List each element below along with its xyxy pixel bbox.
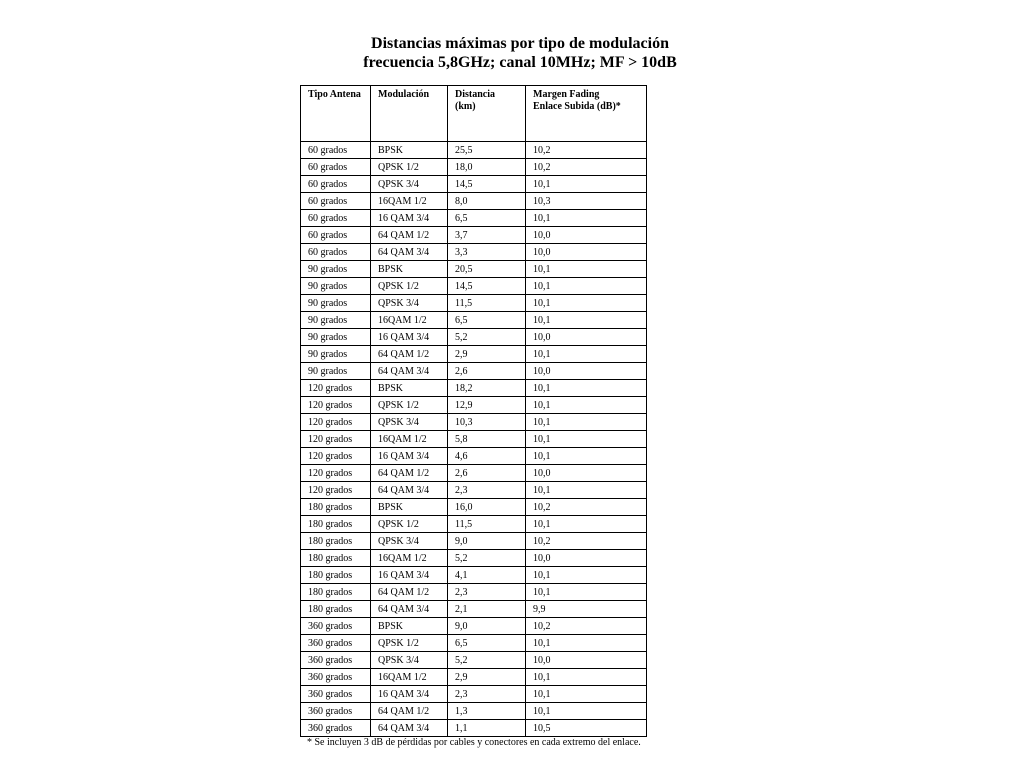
tipo-antena-cell: 60 grados bbox=[301, 210, 371, 227]
table-row bbox=[301, 397, 647, 414]
margen-fading-cell: 10,2 bbox=[526, 533, 647, 550]
distancia-cell: 3,3 bbox=[448, 244, 526, 261]
distancia-cell: 25,5 bbox=[448, 142, 526, 159]
margen-fading-cell: 10,1 bbox=[526, 516, 647, 533]
table-row bbox=[301, 159, 647, 176]
tipo-antena-cell: 360 grados bbox=[301, 635, 371, 652]
margen-fading-cell: 10,3 bbox=[526, 193, 647, 210]
tipo-antena-cell: 120 grados bbox=[301, 482, 371, 499]
modulacion-cell: 16QAM 1/2 bbox=[371, 550, 448, 567]
distancia-cell: 14,5 bbox=[448, 278, 526, 295]
distancia-cell: 18,2 bbox=[448, 380, 526, 397]
tipo-antena-cell: 90 grados bbox=[301, 346, 371, 363]
modulacion-cell: 16QAM 1/2 bbox=[371, 431, 448, 448]
distancia-cell: 2,3 bbox=[448, 686, 526, 703]
distances-table bbox=[300, 85, 647, 737]
distancia-cell: 10,3 bbox=[448, 414, 526, 431]
modulacion-cell: 64 QAM 3/4 bbox=[371, 601, 448, 618]
page-title bbox=[0, 34, 1024, 72]
header-tipo-antena-line-1: Tipo Antena bbox=[308, 89, 361, 100]
tipo-antena-cell: 120 grados bbox=[301, 431, 371, 448]
header-margen-fading bbox=[526, 86, 647, 142]
modulacion-cell: QPSK 1/2 bbox=[371, 635, 448, 652]
tipo-antena-cell: 180 grados bbox=[301, 584, 371, 601]
table-row bbox=[301, 601, 647, 618]
table-row bbox=[301, 703, 647, 720]
table-row bbox=[301, 380, 647, 397]
tipo-antena-cell: 120 grados bbox=[301, 465, 371, 482]
margen-fading-cell: 10,1 bbox=[526, 278, 647, 295]
tipo-antena-cell: 180 grados bbox=[301, 499, 371, 516]
margen-fading-cell: 10,0 bbox=[526, 652, 647, 669]
table-row bbox=[301, 193, 647, 210]
margen-fading-cell: 10,1 bbox=[526, 176, 647, 193]
modulacion-cell: BPSK bbox=[371, 261, 448, 278]
margen-fading-cell: 10,1 bbox=[526, 448, 647, 465]
table-row bbox=[301, 567, 647, 584]
margen-fading-cell: 10,1 bbox=[526, 584, 647, 601]
modulacion-cell: 64 QAM 3/4 bbox=[371, 363, 448, 380]
header-margen-fading-line-1: Margen Fading bbox=[533, 89, 600, 100]
table-header bbox=[301, 86, 647, 142]
header-row bbox=[301, 86, 647, 142]
tipo-antena-cell: 90 grados bbox=[301, 329, 371, 346]
table-row bbox=[301, 720, 647, 737]
table-row bbox=[301, 465, 647, 482]
distancia-cell: 8,0 bbox=[448, 193, 526, 210]
tipo-antena-cell: 60 grados bbox=[301, 244, 371, 261]
distancia-cell: 6,5 bbox=[448, 635, 526, 652]
table-row bbox=[301, 669, 647, 686]
margen-fading-cell: 10,0 bbox=[526, 244, 647, 261]
tipo-antena-cell: 60 grados bbox=[301, 176, 371, 193]
modulacion-cell: 64 QAM 1/2 bbox=[371, 465, 448, 482]
table-row bbox=[301, 261, 647, 278]
margen-fading-cell: 10,1 bbox=[526, 261, 647, 278]
table-row bbox=[301, 414, 647, 431]
tipo-antena-cell: 90 grados bbox=[301, 363, 371, 380]
distancia-cell: 2,6 bbox=[448, 363, 526, 380]
margen-fading-cell: 10,1 bbox=[526, 414, 647, 431]
modulacion-cell: QPSK 3/4 bbox=[371, 176, 448, 193]
modulacion-cell: QPSK 3/4 bbox=[371, 652, 448, 669]
table-body bbox=[301, 142, 647, 737]
modulacion-cell: 64 QAM 3/4 bbox=[371, 720, 448, 737]
modulacion-cell: QPSK 1/2 bbox=[371, 159, 448, 176]
margen-fading-cell: 10,2 bbox=[526, 499, 647, 516]
modulacion-cell: 64 QAM 1/2 bbox=[371, 227, 448, 244]
modulacion-cell: 16 QAM 3/4 bbox=[371, 329, 448, 346]
tipo-antena-cell: 360 grados bbox=[301, 618, 371, 635]
distancia-cell: 5,2 bbox=[448, 329, 526, 346]
table-row bbox=[301, 312, 647, 329]
tipo-antena-cell: 180 grados bbox=[301, 567, 371, 584]
margen-fading-cell: 10,2 bbox=[526, 142, 647, 159]
distancia-cell: 9,0 bbox=[448, 618, 526, 635]
table-row bbox=[301, 516, 647, 533]
distancia-cell: 9,0 bbox=[448, 533, 526, 550]
tipo-antena-cell: 180 grados bbox=[301, 550, 371, 567]
distancia-cell: 5,2 bbox=[448, 550, 526, 567]
margen-fading-cell: 10,0 bbox=[526, 550, 647, 567]
modulacion-cell: 64 QAM 1/2 bbox=[371, 703, 448, 720]
tipo-antena-cell: 120 grados bbox=[301, 380, 371, 397]
modulacion-cell: 16QAM 1/2 bbox=[371, 312, 448, 329]
table-row bbox=[301, 295, 647, 312]
modulacion-cell: 64 QAM 1/2 bbox=[371, 584, 448, 601]
margen-fading-cell: 10,1 bbox=[526, 686, 647, 703]
distancia-cell: 2,6 bbox=[448, 465, 526, 482]
margen-fading-cell: 10,1 bbox=[526, 431, 647, 448]
header-modulacion bbox=[371, 86, 448, 142]
table-row bbox=[301, 652, 647, 669]
table-row bbox=[301, 278, 647, 295]
tipo-antena-cell: 120 grados bbox=[301, 414, 371, 431]
table-row bbox=[301, 329, 647, 346]
footnote: * Se incluyen 3 dB de pérdidas por cables y conectores en cada extremo del enlace. bbox=[307, 737, 641, 748]
tipo-antena-cell: 360 grados bbox=[301, 669, 371, 686]
modulacion-cell: 64 QAM 1/2 bbox=[371, 346, 448, 363]
tipo-antena-cell: 120 grados bbox=[301, 448, 371, 465]
table-row bbox=[301, 533, 647, 550]
modulacion-cell: BPSK bbox=[371, 618, 448, 635]
tipo-antena-cell: 60 grados bbox=[301, 159, 371, 176]
modulacion-cell: 64 QAM 3/4 bbox=[371, 244, 448, 261]
tipo-antena-cell: 360 grados bbox=[301, 652, 371, 669]
table-row bbox=[301, 584, 647, 601]
table-row bbox=[301, 176, 647, 193]
margen-fading-cell: 10,1 bbox=[526, 312, 647, 329]
distancia-cell: 2,3 bbox=[448, 482, 526, 499]
distancia-cell: 1,1 bbox=[448, 720, 526, 737]
modulacion-cell: 16 QAM 3/4 bbox=[371, 448, 448, 465]
distancia-cell: 12,9 bbox=[448, 397, 526, 414]
tipo-antena-cell: 60 grados bbox=[301, 142, 371, 159]
table-row bbox=[301, 244, 647, 261]
distancia-cell: 2,9 bbox=[448, 346, 526, 363]
margen-fading-cell: 10,1 bbox=[526, 482, 647, 499]
distancia-cell: 2,1 bbox=[448, 601, 526, 618]
margen-fading-cell: 10,2 bbox=[526, 159, 647, 176]
tipo-antena-cell: 90 grados bbox=[301, 312, 371, 329]
margen-fading-cell: 10,1 bbox=[526, 397, 647, 414]
distancia-cell: 5,8 bbox=[448, 431, 526, 448]
margen-fading-cell: 10,1 bbox=[526, 635, 647, 652]
header-margen-fading-line-2: Enlace Subida (dB)* bbox=[533, 101, 621, 112]
table-row bbox=[301, 346, 647, 363]
distancia-cell: 3,7 bbox=[448, 227, 526, 244]
header-distancia bbox=[448, 86, 526, 142]
table-row bbox=[301, 448, 647, 465]
margen-fading-cell: 10,1 bbox=[526, 295, 647, 312]
margen-fading-cell: 10,0 bbox=[526, 329, 647, 346]
margen-fading-cell: 10,1 bbox=[526, 380, 647, 397]
modulacion-cell: QPSK 3/4 bbox=[371, 295, 448, 312]
tipo-antena-cell: 180 grados bbox=[301, 516, 371, 533]
margen-fading-cell: 10,5 bbox=[526, 720, 647, 737]
table-row bbox=[301, 210, 647, 227]
tipo-antena-cell: 90 grados bbox=[301, 261, 371, 278]
modulacion-cell: 16 QAM 3/4 bbox=[371, 210, 448, 227]
margen-fading-cell: 10,0 bbox=[526, 227, 647, 244]
distancia-cell: 6,5 bbox=[448, 312, 526, 329]
distancia-cell: 4,6 bbox=[448, 448, 526, 465]
header-distancia-line-1: Distancia bbox=[455, 89, 495, 100]
table-row bbox=[301, 618, 647, 635]
margen-fading-cell: 10,1 bbox=[526, 210, 647, 227]
modulacion-cell: BPSK bbox=[371, 142, 448, 159]
tipo-antena-cell: 360 grados bbox=[301, 720, 371, 737]
modulacion-cell: QPSK 3/4 bbox=[371, 414, 448, 431]
modulacion-cell: 16QAM 1/2 bbox=[371, 669, 448, 686]
margen-fading-cell: 10,1 bbox=[526, 669, 647, 686]
modulacion-cell: 16 QAM 3/4 bbox=[371, 567, 448, 584]
distancia-cell: 1,3 bbox=[448, 703, 526, 720]
margen-fading-cell: 10,0 bbox=[526, 363, 647, 380]
title-line-2: frecuencia 5,8GHz; canal 10MHz; MF > 10dB bbox=[363, 54, 677, 71]
distancia-cell: 6,5 bbox=[448, 210, 526, 227]
tipo-antena-cell: 60 grados bbox=[301, 193, 371, 210]
distancia-cell: 20,5 bbox=[448, 261, 526, 278]
table-row bbox=[301, 363, 647, 380]
tipo-antena-cell: 360 grados bbox=[301, 703, 371, 720]
distancia-cell: 16,0 bbox=[448, 499, 526, 516]
title-line-1: Distancias máximas por tipo de modulación bbox=[371, 35, 669, 52]
distancia-cell: 11,5 bbox=[448, 516, 526, 533]
distancia-cell: 4,1 bbox=[448, 567, 526, 584]
modulacion-cell: BPSK bbox=[371, 499, 448, 516]
modulacion-cell: QPSK 1/2 bbox=[371, 278, 448, 295]
distancia-cell: 5,2 bbox=[448, 652, 526, 669]
margen-fading-cell: 10,1 bbox=[526, 703, 647, 720]
margen-fading-cell: 10,1 bbox=[526, 346, 647, 363]
modulacion-cell: 16QAM 1/2 bbox=[371, 193, 448, 210]
margen-fading-cell: 9,9 bbox=[526, 601, 647, 618]
table-row bbox=[301, 482, 647, 499]
header-tipo-antena bbox=[301, 86, 371, 142]
distancia-cell: 2,3 bbox=[448, 584, 526, 601]
modulacion-cell: QPSK 1/2 bbox=[371, 516, 448, 533]
table-row bbox=[301, 686, 647, 703]
table-row bbox=[301, 431, 647, 448]
distancia-cell: 18,0 bbox=[448, 159, 526, 176]
modulacion-cell: QPSK 1/2 bbox=[371, 397, 448, 414]
distancia-cell: 2,9 bbox=[448, 669, 526, 686]
modulacion-cell: BPSK bbox=[371, 380, 448, 397]
distancia-cell: 14,5 bbox=[448, 176, 526, 193]
table-row bbox=[301, 550, 647, 567]
table-row bbox=[301, 227, 647, 244]
margen-fading-cell: 10,1 bbox=[526, 567, 647, 584]
modulacion-cell: 64 QAM 3/4 bbox=[371, 482, 448, 499]
header-distancia-line-2: (km) bbox=[455, 101, 476, 112]
margen-fading-cell: 10,0 bbox=[526, 465, 647, 482]
header-modulacion-line-1: Modulación bbox=[378, 89, 430, 100]
tipo-antena-cell: 360 grados bbox=[301, 686, 371, 703]
tipo-antena-cell: 180 grados bbox=[301, 533, 371, 550]
tipo-antena-cell: 60 grados bbox=[301, 227, 371, 244]
tipo-antena-cell: 120 grados bbox=[301, 397, 371, 414]
distancia-cell: 11,5 bbox=[448, 295, 526, 312]
modulacion-cell: 16 QAM 3/4 bbox=[371, 686, 448, 703]
table-row bbox=[301, 499, 647, 516]
tipo-antena-cell: 90 grados bbox=[301, 278, 371, 295]
table-row bbox=[301, 635, 647, 652]
modulacion-cell: QPSK 3/4 bbox=[371, 533, 448, 550]
margen-fading-cell: 10,2 bbox=[526, 618, 647, 635]
tipo-antena-cell: 180 grados bbox=[301, 601, 371, 618]
tipo-antena-cell: 90 grados bbox=[301, 295, 371, 312]
table-row bbox=[301, 142, 647, 159]
